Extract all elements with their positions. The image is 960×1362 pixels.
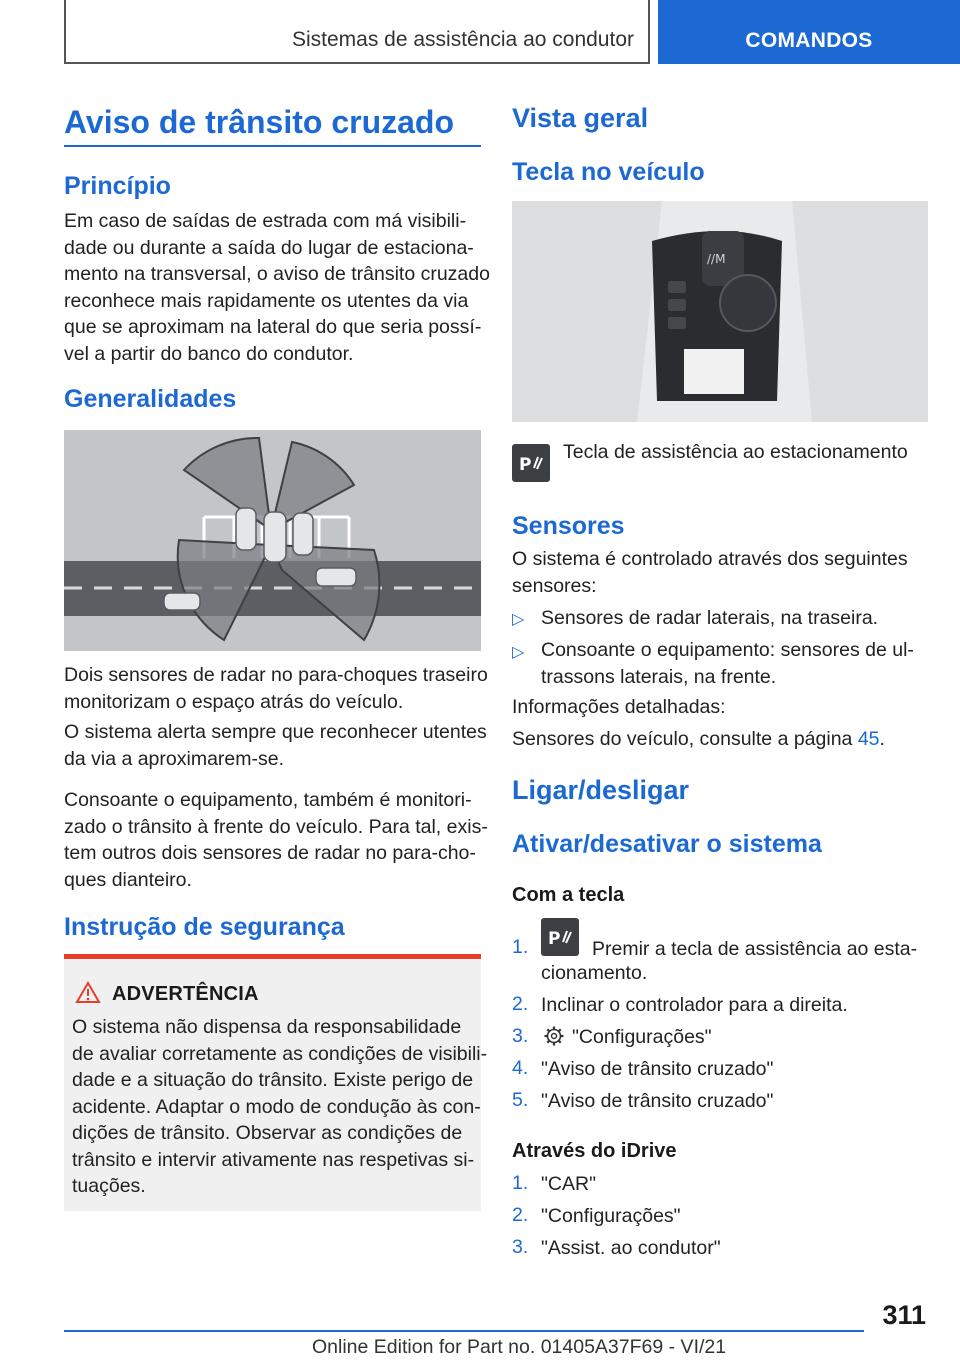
step-text: cionamento. — [541, 962, 648, 984]
bullet-arrow-icon: ▷ — [512, 611, 525, 628]
step-number: 1. — [512, 936, 529, 958]
page-number: 311 — [882, 1300, 926, 1330]
step-number: 2. — [512, 1204, 529, 1226]
radar-coverage-illustration — [64, 430, 481, 651]
heading-ativar-desativar: Ativar/desativar o sistema — [512, 830, 822, 858]
step-number: 3. — [512, 1025, 529, 1047]
footer-edition: Online Edition for Part no. 01405A37F69 - VI/21 — [312, 1336, 727, 1358]
step-text: "Configurações" — [541, 1205, 681, 1227]
gear-icon — [543, 1025, 565, 1052]
heading-generalidades: Generalidades — [64, 385, 237, 413]
warning-triangle-icon — [75, 981, 101, 1009]
step-number: 5. — [512, 1089, 529, 1111]
title-rule — [64, 145, 481, 147]
heading-seguranca: Instrução de segurança — [64, 913, 345, 941]
page-reference-link[interactable]: 45 — [857, 728, 880, 750]
step-text: "Configurações" — [572, 1026, 712, 1048]
heading-tecla-veiculo: Tecla no veículo — [512, 158, 705, 186]
parking-assist-button-icon — [512, 444, 550, 482]
warning-text: O sistema não dispensa da responsabilidade de avaliar corretamente as condições de visibili- dade e a situação do trânsito. Existe perigo de acidente. Adaptar o modo de condução às con- dições de trânsito. Observar as condições de trânsito e intervir ativamente nas respetivas si- tuações. — [72, 1016, 488, 1197]
heading-idrive: Através do iDrive — [512, 1140, 677, 1162]
heading-principio: Princípio — [64, 172, 171, 200]
header-section-box — [64, 0, 650, 64]
parking-assist-button-icon — [541, 918, 579, 956]
step-number: 4. — [512, 1057, 529, 1079]
step-text: Inclinar o controlador para a direita. — [541, 994, 848, 1016]
step-number: 2. — [512, 993, 529, 1015]
footer-rule — [64, 1330, 864, 1332]
sensores-reference: Sensores do veículo, consulte a página 45. — [512, 728, 885, 750]
chapter-tab[interactable] — [658, 0, 960, 64]
svg-text:P: P — [548, 929, 561, 949]
sensores-intro: O sistema é controlado através dos seguintes sensores: — [512, 548, 908, 597]
heading-com-tecla: Com a tecla — [512, 884, 625, 906]
paragraph-generalidades-2: O sistema alerta sempre que reconhecer utentes da via a aproximarem-se. — [64, 721, 487, 770]
step-text: "Assist. ao condutor" — [541, 1237, 721, 1259]
step-text: "CAR" — [541, 1173, 597, 1195]
paragraph-generalidades-3: Consoante o equipamento, também é monitori- zado o trânsito à frente do veículo. Para tal, exis- tem outros dois sensores de radar no para-cho- ques dianteiro. — [64, 789, 488, 891]
step-number: 3. — [512, 1236, 529, 1258]
paragraph-generalidades-1: Dois sensores de radar no para-choques traseiro monitorizam o espaço atrás do veículo. — [64, 664, 488, 713]
sensores-info: Informações detalhadas: — [512, 696, 726, 718]
sensores-bullet-1: Sensores de radar laterais, na traseira. — [541, 607, 879, 629]
chapter-tab-label: COMANDOS — [745, 29, 873, 52]
step-text: "Aviso de trânsito cruzado" — [541, 1090, 774, 1112]
step-text: "Aviso de trânsito cruzado" — [541, 1058, 774, 1080]
svg-text://M: //M — [707, 252, 726, 266]
paragraph-principio: Em caso de saídas de estrada com má visibili- dade ou durante a saída do lugar de estaciona- mento na transversal, o aviso de trânsito cruzado reconhece mais rapidamente os utentes da via que se aproximam na lateral do que seria possí- vel a partir do banco do condutor. — [64, 210, 490, 365]
heading-ligar-desligar: Ligar/desligar — [512, 775, 690, 805]
heading-vista-geral: Vista geral — [512, 103, 649, 133]
page-title: Aviso de trânsito cruzado — [64, 104, 454, 140]
section-title: Sistemas de assistência ao condutor — [291, 28, 634, 51]
heading-sensores: Sensores — [512, 512, 625, 540]
sensores-bullet-2: Consoante o equipamento: sensores de ul- trassons laterais, na frente. — [541, 639, 914, 688]
tecla-caption: Tecla de assistência ao estacionamento — [563, 441, 908, 463]
warning-title: ADVERTÊNCIA — [112, 983, 259, 1005]
bullet-arrow-icon: ▷ — [512, 644, 525, 661]
step-number: 1. — [512, 1172, 529, 1194]
step-text: Premir a tecla de assistência ao esta- — [592, 938, 918, 960]
svg-text:P: P — [519, 455, 532, 475]
center-console-photo — [512, 201, 928, 422]
